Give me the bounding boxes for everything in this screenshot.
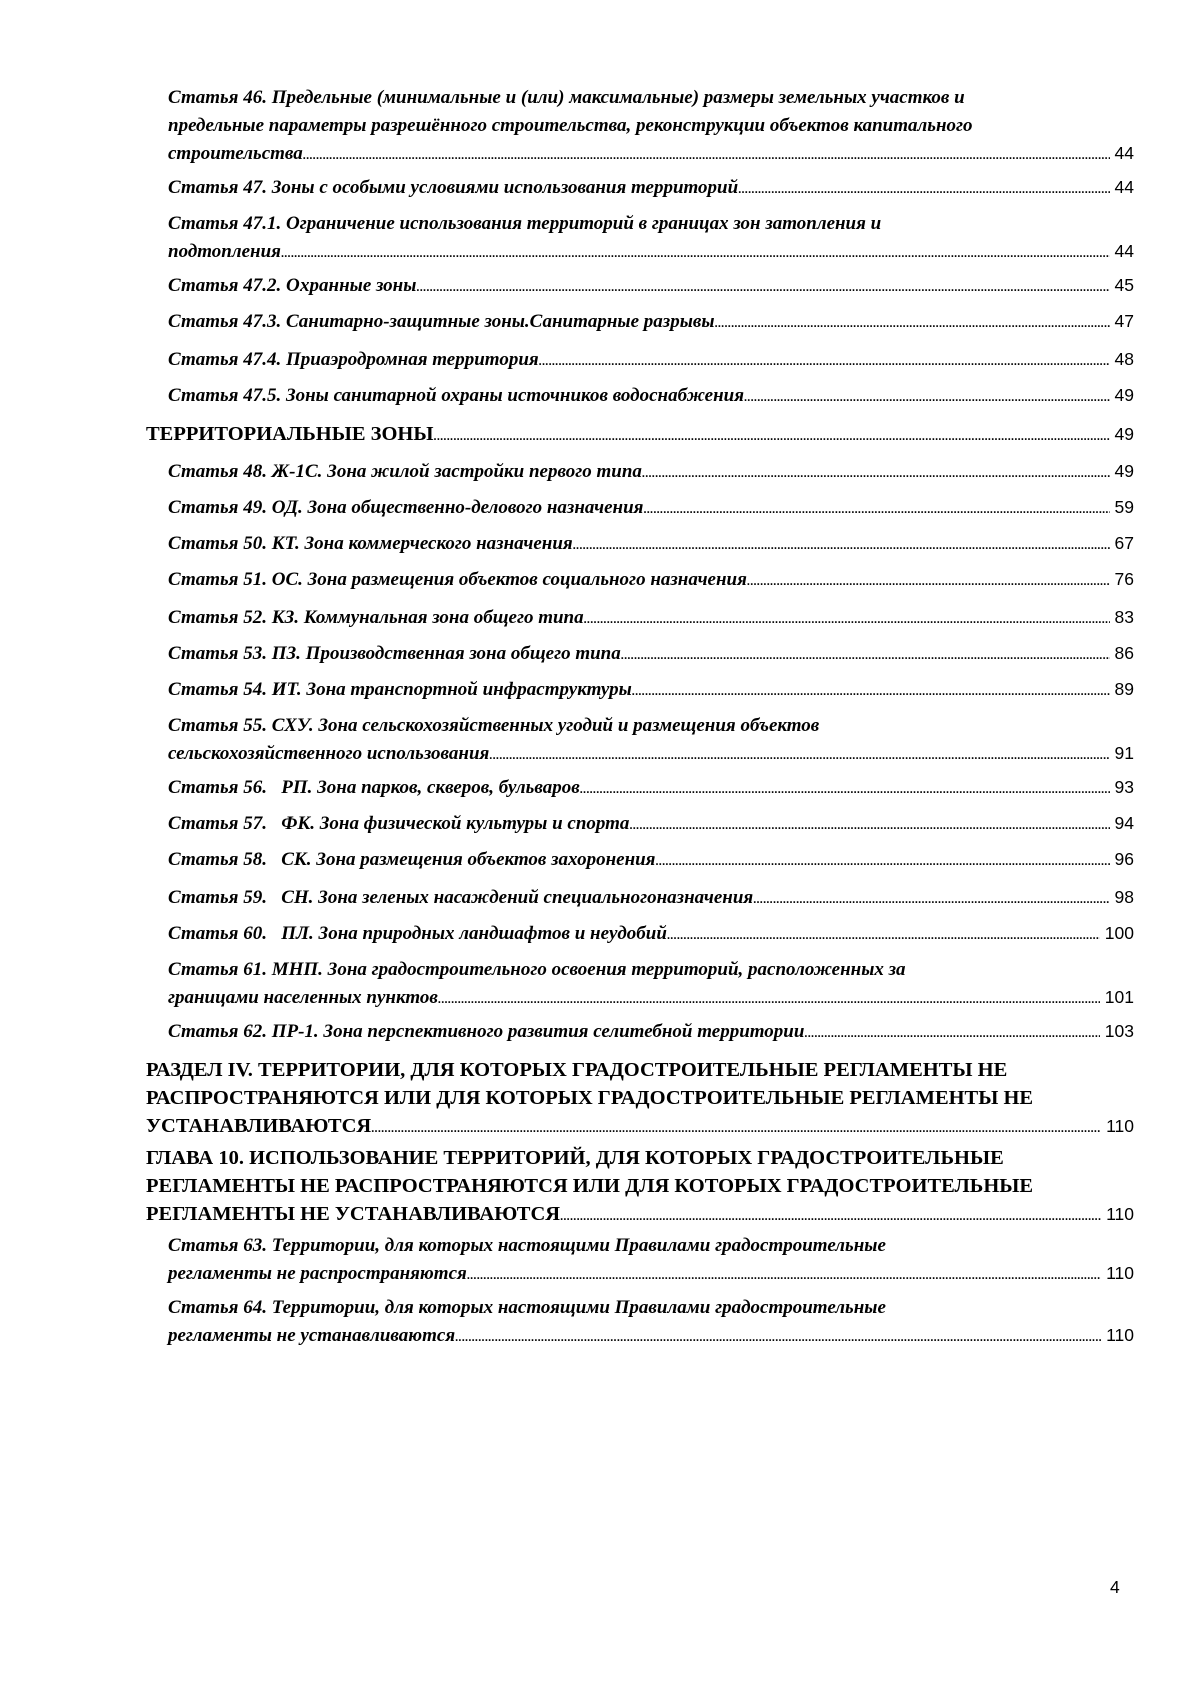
dot-leader — [715, 317, 1110, 329]
toc-entry-title: Статья 63. Территории, для которых настоящими Правилами градостроительные — [168, 1235, 886, 1256]
toc-entry-title: Статья 62. ПР-1. Зона перспективного развития селитебной территории — [168, 1021, 805, 1042]
toc-entry-line — [168, 276, 1134, 295]
toc-page-number: 76 — [1114, 569, 1134, 589]
toc-page-number: 83 — [1114, 607, 1134, 627]
toc-entry-line — [168, 312, 1134, 331]
toc-entry-title: УСТАНАВЛИВАЮТСЯ — [146, 1115, 372, 1137]
toc-entry-title: Статья 47.5. Зоны санитарной охраны источников водоснабжения — [168, 385, 744, 406]
toc-entry-title: сельскохозяйственного использования — [168, 743, 490, 764]
toc-entry-line — [168, 178, 1134, 197]
toc-entry-line — [168, 462, 1134, 481]
dot-leader — [632, 685, 1110, 697]
toc-entry-title: Статья 50. КТ. Зона коммерческого назначения — [168, 533, 573, 554]
toc-entry-line — [168, 850, 1134, 869]
toc-entry-title: Статья 59. СН. Зона зеленых насаждений специальногоназначения — [168, 887, 754, 908]
dot-leader — [539, 355, 1110, 367]
toc-page-number: 110 — [1106, 1116, 1134, 1136]
toc-page-number: 98 — [1114, 887, 1134, 907]
toc-entry-title: границами населенных пунктов — [168, 987, 438, 1008]
toc-entry-title: Статья 47.4. Приаэродромная территория — [168, 349, 539, 370]
toc-entry-title: РАСПРОСТРАНЯЮТСЯ ИЛИ ДЛЯ КОТОРЫХ ГРАДОСТРОИТЕЛЬНЫЕ РЕГЛАМЕНТЫ НЕ — [146, 1087, 1034, 1109]
toc-entry-line — [168, 988, 1134, 1007]
toc-entry-line — [168, 888, 1134, 907]
toc-entry-title: Статья 48. Ж-1С. Зона жилой застройки первого типа — [168, 461, 642, 482]
toc-entry-title: Статья 64. Территории, для которых настоящими Правилами градостроительные — [168, 1297, 886, 1318]
dot-leader — [467, 1269, 1101, 1281]
toc-page-number: 49 — [1114, 461, 1134, 481]
dot-leader — [738, 183, 1109, 195]
toc-page-number: 44 — [1114, 241, 1134, 261]
dot-leader — [489, 749, 1109, 761]
toc-entry-line — [168, 924, 1134, 943]
dot-leader — [667, 929, 1100, 941]
toc-page-number: 94 — [1114, 813, 1134, 833]
dot-leader — [584, 613, 1110, 625]
toc-page-number: 110 — [1106, 1204, 1134, 1224]
toc-entry-title: регламенты не устанавливаются — [168, 1325, 456, 1346]
toc-entry-title: Статья 49. ОД. Зона общественно-делового назначения — [168, 497, 644, 518]
toc-entry-title: Статья 47.3. Санитарно-защитные зоны.Санитарные разрывы — [168, 311, 715, 332]
toc-entry-line — [168, 608, 1134, 627]
dot-leader — [642, 467, 1110, 479]
dot-leader — [580, 783, 1110, 795]
toc-page-number: 96 — [1114, 849, 1134, 869]
toc-page-number: 86 — [1114, 643, 1134, 663]
toc-page-number: 47 — [1114, 311, 1134, 331]
dot-leader — [621, 649, 1110, 661]
toc-page-number: 101 — [1104, 987, 1134, 1007]
toc-entry-title: Статья 57. ФК. Зона физической культуры и спорта — [168, 813, 630, 834]
toc-entry-title: Статья 56. РП. Зона парков, скверов, бульваров — [168, 777, 580, 798]
toc-page-number: 49 — [1114, 385, 1134, 405]
dot-leader — [747, 575, 1110, 587]
toc-page-number: 45 — [1114, 275, 1134, 295]
dot-leader — [434, 430, 1110, 442]
toc-entry-title: Статья 47. Зоны с особыми условиями использования территорий — [168, 177, 739, 198]
dot-leader — [455, 1331, 1101, 1343]
dot-leader — [629, 819, 1109, 831]
toc-page-number: 110 — [1106, 1325, 1134, 1345]
toc-entry-line — [168, 1022, 1134, 1041]
dot-leader — [744, 391, 1110, 403]
dot-leader — [655, 855, 1109, 867]
toc-entry-line — [168, 1264, 1134, 1283]
dot-leader — [371, 1122, 1101, 1134]
toc-entry-line — [168, 534, 1134, 553]
dot-leader — [416, 281, 1109, 293]
toc-page-number: 93 — [1114, 777, 1134, 797]
toc-entry-title: Статья 55. СХУ. Зона сельскохозяйственных угодий и размещения объектов — [168, 715, 820, 736]
dot-leader — [804, 1027, 1099, 1039]
toc-entry-title: Статья 58. СК. Зона размещения объектов захоронения — [168, 849, 656, 870]
toc-entry-line — [168, 498, 1134, 517]
toc-entry-title: РЕГЛАМЕНТЫ НЕ РАСПРОСТРАНЯЮТСЯ ИЛИ ДЛЯ КОТОРЫХ ГРАДОСТРОИТЕЛЬНЫЕ — [146, 1175, 1034, 1197]
toc-entry-line — [168, 386, 1134, 405]
toc-entry-title: ГЛАВА 10. ИСПОЛЬЗОВАНИЕ ТЕРРИТОРИЙ, ДЛЯ КОТОРЫХ ГРАДОСТРОИТЕЛЬНЫЕ — [146, 1147, 1004, 1169]
toc-entry-title: ТЕРРИТОРИАЛЬНЫЕ ЗОНЫ — [146, 423, 434, 445]
toc-entry-line — [168, 242, 1134, 261]
dot-leader — [438, 993, 1100, 1005]
toc-entry-title: Статья 61. МНП. Зона градостроительного освоения территорий, расположенных за — [168, 959, 906, 980]
toc-entry-title: РАЗДЕЛ IV. ТЕРРИТОРИИ, ДЛЯ КОТОРЫХ ГРАДОСТРОИТЕЛЬНЫЕ РЕГЛАМЕНТЫ НЕ — [146, 1059, 1008, 1081]
toc-entry-title: строительства — [168, 143, 303, 164]
toc-entry-line — [146, 1204, 1134, 1225]
toc-entry-title: Статья 47.1. Ограничение использования территорий в границах зон затопления и — [168, 213, 882, 234]
toc-entry-title: Статья 60. ПЛ. Зона природных ландшафтов и неудобий — [168, 923, 667, 944]
dot-leader — [560, 1210, 1101, 1222]
toc-entry-title: регламенты не распространяются — [168, 1263, 467, 1284]
toc-page-number: 59 — [1114, 497, 1134, 517]
toc-page-number: 103 — [1104, 1021, 1134, 1041]
toc-entry-line — [146, 424, 1134, 445]
dot-leader — [643, 503, 1109, 515]
toc-entry-title: предельные параметры разрешённого строительства, реконструкции объектов капитального — [168, 115, 973, 136]
dot-leader — [281, 247, 1110, 259]
dot-leader — [303, 149, 1110, 161]
toc-entry-title: Статья 53. ПЗ. Производственная зона общего типа — [168, 643, 621, 664]
toc-page-number: 91 — [1114, 743, 1134, 763]
toc-page-number: 67 — [1114, 533, 1134, 553]
toc-entry-title: РЕГЛАМЕНТЫ НЕ УСТАНАВЛИВАЮТСЯ — [146, 1203, 561, 1225]
toc-entry-line — [168, 644, 1134, 663]
toc-entry-line — [168, 778, 1134, 797]
dot-leader — [573, 539, 1110, 551]
page-number: 4 — [1110, 1577, 1120, 1597]
toc-page-number: 89 — [1114, 679, 1134, 699]
dot-leader — [753, 893, 1109, 905]
toc-entry-title: подтопления — [168, 241, 281, 262]
toc-entry-line — [168, 744, 1134, 763]
toc-entry-title: Статья 46. Предельные (минимальные и (или) максимальные) размеры земельных участков и — [168, 87, 965, 108]
toc-entry-title: Статья 51. ОС. Зона размещения объектов социального назначения — [168, 569, 747, 590]
toc-entry-line — [168, 814, 1134, 833]
toc-page-number: 110 — [1106, 1263, 1134, 1283]
toc-entry-line — [168, 144, 1134, 163]
toc-page-number: 44 — [1114, 143, 1134, 163]
toc-page-number: 100 — [1104, 923, 1134, 943]
toc-page-number: 49 — [1114, 424, 1134, 444]
toc-entry-title: Статья 52. КЗ. Коммунальная зона общего типа — [168, 607, 584, 628]
toc-entry-line — [168, 570, 1134, 589]
toc-entry-line — [146, 1116, 1134, 1137]
toc-entry-line — [168, 680, 1134, 699]
toc-page-number: 48 — [1114, 349, 1134, 369]
toc-entry-line — [168, 1326, 1134, 1345]
toc-page-number: 44 — [1114, 177, 1134, 197]
toc-entry-title: Статья 47.2. Охранные зоны — [168, 275, 417, 296]
toc-entry-title: Статья 54. ИТ. Зона транспортной инфраструктуры — [168, 679, 632, 700]
toc-entry-line — [168, 350, 1134, 369]
